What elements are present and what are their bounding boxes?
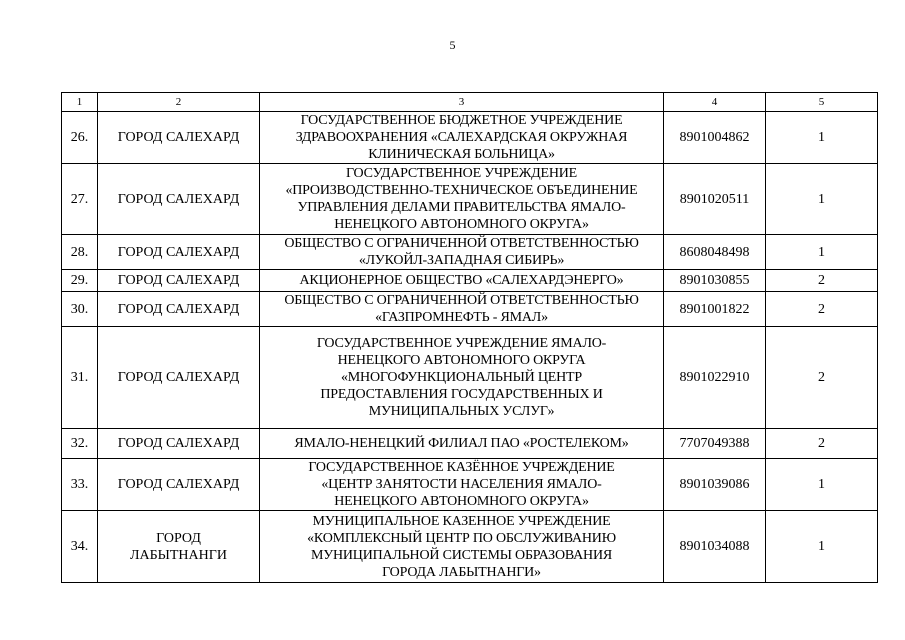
table-row	[62, 164, 878, 235]
table-row	[62, 459, 878, 511]
city-cell: ГОРОД САЛЕХАРД	[98, 459, 260, 511]
category-cell: 1	[766, 164, 878, 235]
organization-name-line: ЯМАЛО-НЕНЕЦКИЙ ФИЛИАЛ ПАО «РОСТЕЛЕКОМ»	[294, 436, 629, 451]
organization-name-cell	[260, 164, 664, 235]
table-row	[62, 235, 878, 270]
inn-cell: 8608048498	[664, 235, 766, 270]
row-number: 32.	[62, 429, 98, 459]
city-line: ЛАБЫТНАНГИ	[130, 547, 227, 563]
organization-name-line: ГОСУДАРСТВЕННОЕ УЧРЕЖДЕНИЕ ЯМАЛО-	[316, 336, 607, 351]
city-cell: ГОРОД САЛЕХАРД	[98, 235, 260, 270]
city-cell: ГОРОД САЛЕХАРД	[98, 112, 260, 164]
column-header-3: 3	[260, 93, 664, 112]
table-row	[62, 511, 878, 583]
organization-name-cell	[260, 459, 664, 511]
inn-cell: 8901020511	[664, 164, 766, 235]
organization-name-line: ПРЕДОСТАВЛЕНИЯ ГОСУДАРСТВЕННЫХ И	[320, 387, 603, 402]
organization-name-line: «МНОГОФУНКЦИОНАЛЬНЫЙ ЦЕНТР	[341, 370, 582, 385]
organization-name-line: МУНИЦИПАЛЬНЫХ УСЛУГ»	[368, 404, 555, 419]
organization-name-cell	[260, 511, 664, 583]
column-header-1: 1	[62, 93, 98, 112]
row-number: 31.	[62, 327, 98, 429]
organization-name-cell	[260, 270, 664, 292]
organization-name-line: НЕНЕЦКОГО АВТОНОМНОГО ОКРУГА	[337, 353, 586, 368]
page-number: 5	[449, 38, 456, 52]
column-header-4: 4	[664, 93, 766, 112]
organization-name-line: НЕНЕЦКОГО АВТОНОМНОГО ОКРУГА»	[334, 217, 589, 232]
organization-name-line: «ПРОИЗВОДСТВЕННО-ТЕХНИЧЕСКОЕ ОБЪЕДИНЕНИЕ	[285, 183, 638, 198]
organization-name-line: ГОСУДАРСТВЕННОЕ КАЗЁННОЕ УЧРЕЖДЕНИЕ	[308, 460, 615, 475]
category-cell: 2	[766, 292, 878, 327]
inn-cell: 8901034088	[664, 511, 766, 583]
city-cell	[98, 511, 260, 583]
organization-name-line: ОБЩЕСТВО С ОГРАНИЧЕННОЙ ОТВЕТСТВЕННОСТЬЮ	[284, 293, 639, 308]
category-cell: 2	[766, 270, 878, 292]
inn-cell: 7707049388	[664, 429, 766, 459]
category-cell: 1	[766, 235, 878, 270]
table-row	[62, 429, 878, 459]
category-cell: 2	[766, 429, 878, 459]
city-cell: ГОРОД САЛЕХАРД	[98, 164, 260, 235]
column-header-5: 5	[766, 93, 878, 112]
organization-name-cell	[260, 292, 664, 327]
inn-cell: 8901022910	[664, 327, 766, 429]
organization-name-line: АКЦИОНЕРНОЕ ОБЩЕСТВО «САЛЕХАРДЭНЕРГО»	[299, 273, 624, 288]
organization-name-cell	[260, 327, 664, 429]
row-number: 33.	[62, 459, 98, 511]
inn-cell: 8901039086	[664, 459, 766, 511]
category-cell: 1	[766, 459, 878, 511]
row-number: 26.	[62, 112, 98, 164]
row-number: 28.	[62, 235, 98, 270]
organization-name-line: ГОРОДА ЛАБЫТНАНГИ»	[382, 564, 541, 580]
organization-name-line: «ЦЕНТР ЗАНЯТОСТИ НАСЕЛЕНИЯ ЯМАЛО-	[321, 477, 602, 492]
category-cell: 1	[766, 112, 878, 164]
organization-name-cell	[260, 429, 664, 459]
organization-name-line: «ГАЗПРОМНЕФТЬ - ЯМАЛ»	[375, 310, 548, 325]
organization-name-line: «ЛУКОЙЛ-ЗАПАДНАЯ СИБИРЬ»	[358, 253, 565, 268]
city-cell: ГОРОД САЛЕХАРД	[98, 327, 260, 429]
table-header-row	[62, 93, 878, 112]
city-cell: ГОРОД САЛЕХАРД	[98, 429, 260, 459]
organization-name-line: УПРАВЛЕНИЯ ДЕЛАМИ ПРАВИТЕЛЬСТВА ЯМАЛО-	[297, 200, 626, 215]
organizations-table	[61, 92, 878, 583]
organization-name-line: ОБЩЕСТВО С ОГРАНИЧЕННОЙ ОТВЕТСТВЕННОСТЬЮ	[284, 236, 639, 251]
row-number: 30.	[62, 292, 98, 327]
city-line: ГОРОД	[156, 530, 201, 546]
organization-name-cell	[260, 235, 664, 270]
table-row	[62, 327, 878, 429]
row-number: 27.	[62, 164, 98, 235]
column-header-2: 2	[98, 93, 260, 112]
table-row	[62, 112, 878, 164]
organization-name-line: ГОСУДАРСТВЕННОЕ БЮДЖЕТНОЕ УЧРЕЖДЕНИЕ	[300, 113, 623, 128]
city-cell: ГОРОД САЛЕХАРД	[98, 270, 260, 292]
organization-name-line: МУНИЦИПАЛЬНОЕ КАЗЕННОЕ УЧРЕЖДЕНИЕ	[312, 513, 611, 529]
organization-name-line: ГОСУДАРСТВЕННОЕ УЧРЕЖДЕНИЕ	[345, 166, 578, 181]
organization-name-line: «КОМПЛЕКСНЫЙ ЦЕНТР ПО ОБСЛУЖИВАНИЮ	[307, 530, 616, 546]
organization-name-line: ЗДРАВООХРАНЕНИЯ «САЛЕХАРДСКАЯ ОКРУЖНАЯ	[295, 130, 628, 145]
city-cell: ГОРОД САЛЕХАРД	[98, 292, 260, 327]
inn-cell: 8901004862	[664, 112, 766, 164]
organization-name-line: КЛИНИЧЕСКАЯ БОЛЬНИЦА»	[368, 147, 555, 162]
inn-cell: 8901001822	[664, 292, 766, 327]
table-row	[62, 270, 878, 292]
organization-name-line: НЕНЕЦКОГО АВТОНОМНОГО ОКРУГА»	[334, 494, 589, 509]
organization-name-cell	[260, 112, 664, 164]
row-number: 34.	[62, 511, 98, 583]
category-cell: 2	[766, 327, 878, 429]
inn-cell: 8901030855	[664, 270, 766, 292]
row-number: 29.	[62, 270, 98, 292]
category-cell: 1	[766, 511, 878, 583]
organization-name-line: МУНИЦИПАЛЬНОЙ СИСТЕМЫ ОБРАЗОВАНИЯ	[311, 547, 612, 563]
table-row	[62, 292, 878, 327]
